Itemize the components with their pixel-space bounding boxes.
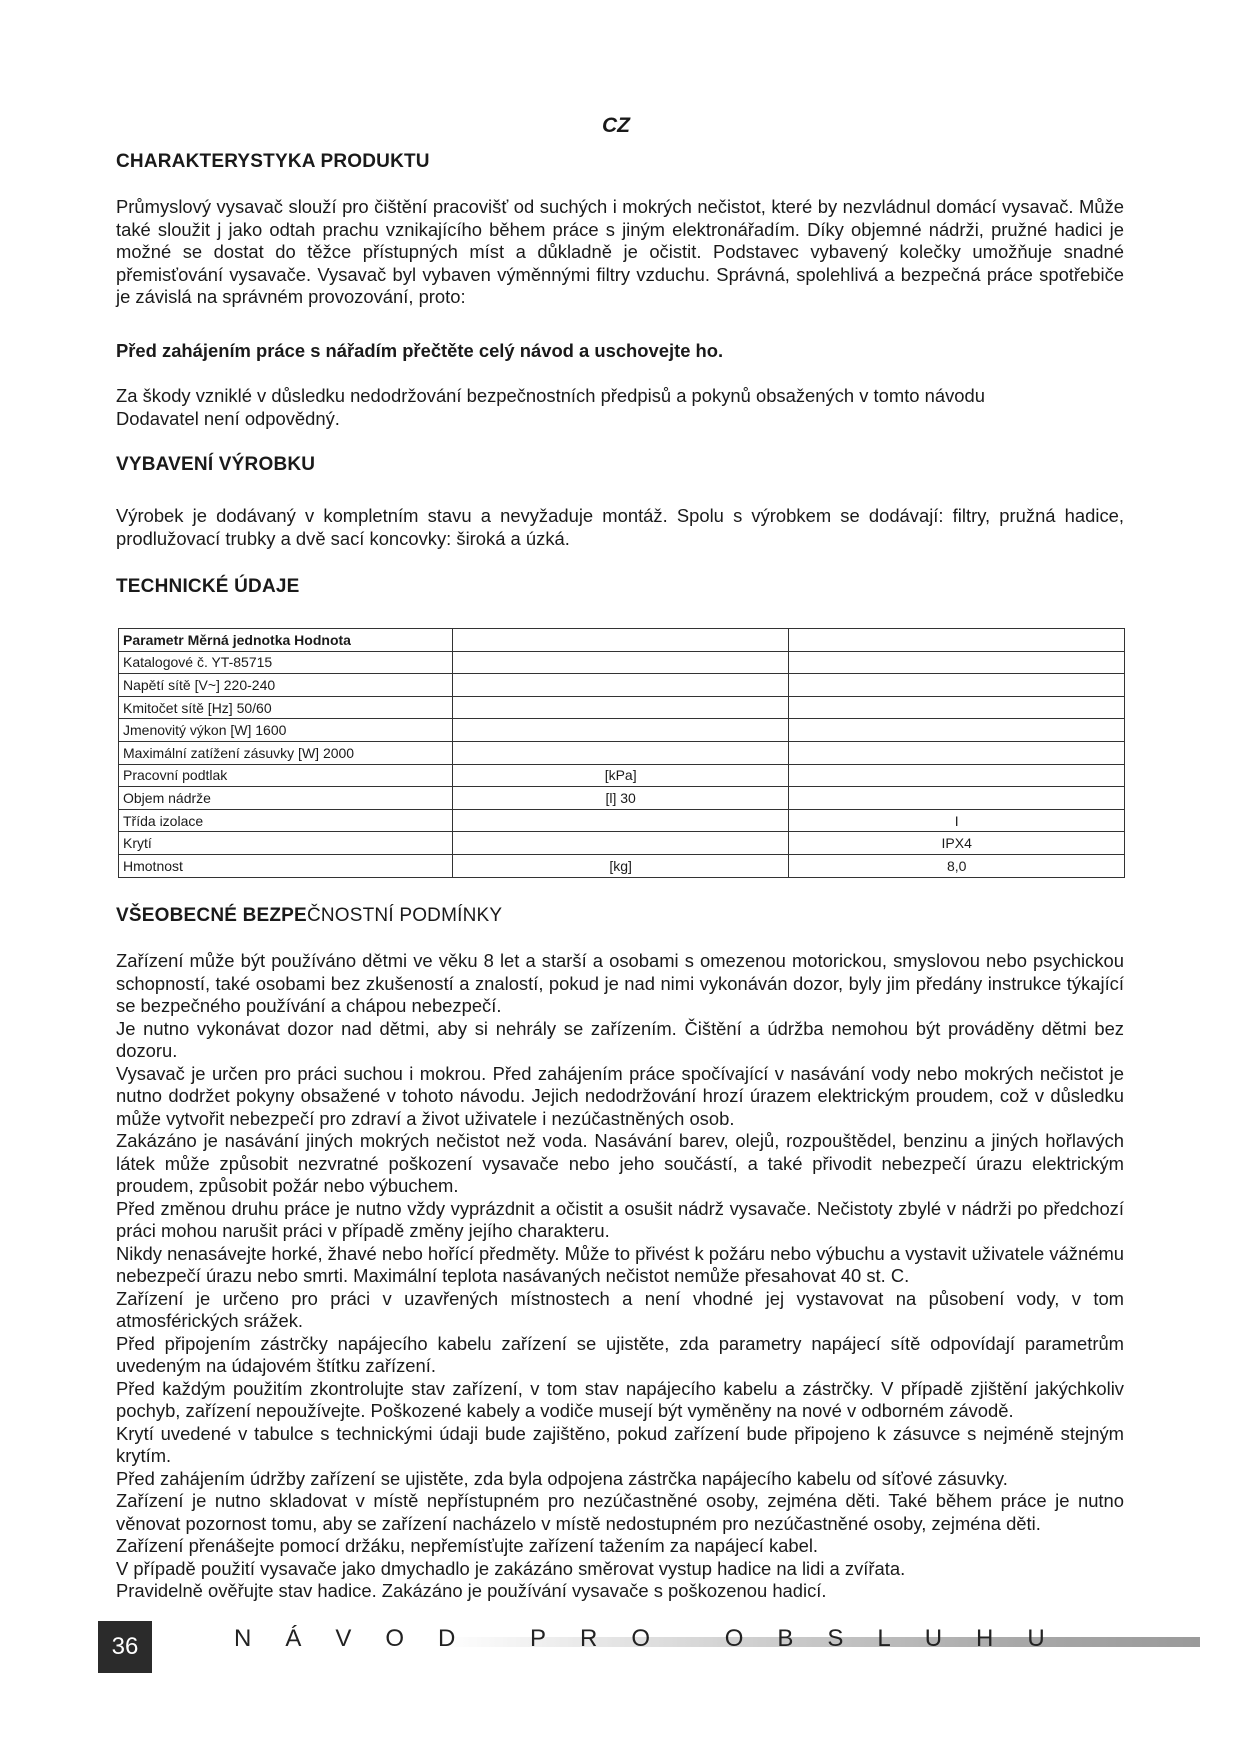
table-cell: IPX4 bbox=[789, 832, 1125, 855]
table-cell bbox=[789, 719, 1125, 742]
table-cell bbox=[789, 674, 1125, 697]
table-cell: I bbox=[789, 809, 1125, 832]
safety-paragraph: Nikdy nenasávejte horké, žhavé nebo hořící předměty. Může to přivést k požáru nebo výbuchu a vystavit uživatele vážnému nebezpečí úrazu nebo smrti. Maximální teplota nasávaných nečistot nemůže přesahovat 40 st. C. bbox=[116, 1242, 1124, 1286]
table-cell bbox=[789, 651, 1125, 674]
safety-paragraph: Před každým použitím zkontrolujte stav zařízení, v tom stav napájecího kabelu a zástrčky. V případě zjištění jakýchkoliv pochyb, zařízení nepoužívejte. Poškozené kabely a vodiče musejí být vyměněny na nové v odborném závodě. bbox=[116, 1377, 1124, 1421]
table-row bbox=[119, 809, 1125, 832]
table-cell: Katalogové č. YT-85715 bbox=[119, 651, 453, 674]
safety-paragraph: Před zahájením údržby zařízení se ujistěte, zda byla odpojena zástrčka napájecího kabelu od síťové zásuvky. bbox=[116, 1467, 1008, 1489]
equipment-paragraph: Výrobek je dodávaný v kompletním stavu a nevyžaduje montáž. Spolu s výrobkem se dodávají: filtry, pružná hadice, prodlužovací trubky a dvě sací koncovky: široká a úzká. bbox=[116, 505, 1124, 549]
table-row bbox=[119, 719, 1125, 742]
safety-paragraph: Zařízení přenášejte pomocí držáku, nepřemísťujte zařízení tažením za napájecí kabel. bbox=[116, 1535, 819, 1556]
safety-paragraph: Je nutno vykonávat dozor nad dětmi, aby si nehrály se zařízením. Čištění a údržba nemohou být prováděny dětmi bez dozoru. bbox=[116, 1017, 1124, 1061]
safety-paragraph: Před připojením zástrčky napájecího kabelu zařízení se ujistěte, zda parametry napájecí sítě odpovídají parametrům uvedeným na údajovém štítku zařízení. bbox=[116, 1332, 1124, 1376]
heading-technical: TECHNICKÉ ÚDAJE bbox=[116, 576, 300, 597]
table-cell bbox=[452, 832, 789, 855]
safety-paragraph: V případě použití vysavače jako dmychadlo je zakázáno směrovat vystup hadice na lidi a zvířata. bbox=[116, 1557, 906, 1579]
table-cell: 8,0 bbox=[789, 854, 1125, 877]
heading-safety-rest: ČNOSTNÍ PODMÍNKY bbox=[306, 905, 503, 926]
liability-text bbox=[116, 385, 1124, 430]
heading-equipment: VYBAVENÍ VÝROBKU bbox=[116, 454, 316, 475]
language-code: CZ bbox=[602, 114, 630, 137]
table-row bbox=[119, 832, 1125, 855]
safety-paragraph: Pravidelně ověřujte stav hadice. Zakázáno je používání vysavače s poškozenou hadicí. bbox=[116, 1580, 827, 1601]
table-cell: Objem nádrže bbox=[119, 787, 453, 810]
safety-paragraph: Zakázáno je nasávání jiných mokrých nečistot než voda. Nasávání barev, olejů, rozpouštědel, benzinu a jiných hořlavých látek může způsobit nezvratné poškození vysavače nebo jeho součástí, a také přivodit nebezpečí úrazu elektrickým proudem, způsobit požár nebo výbuchem. bbox=[116, 1130, 1124, 1196]
safety-paragraph: Před změnou druhu práce je nutno vždy vyprázdnit a očistit a osušit nádrž vysavače. Nečistoty zbylé v nádrži po předchozí práci mohou narušit práci v případě změny jejího charakteru. bbox=[116, 1197, 1124, 1241]
heading-product: CHARAKTERYSTYKA PRODUKTU bbox=[116, 151, 430, 172]
table-cell: Maximální zatížení zásuvky [W] 2000 bbox=[119, 741, 453, 764]
table-cell bbox=[452, 651, 789, 674]
safety-paragraph: Zařízení je určeno pro práci v uzavřených místnostech a není vhodné jej vystavovat na působení vody, v tom atmosférických srážek. bbox=[116, 1287, 1124, 1331]
table-row bbox=[119, 696, 1125, 719]
table-cell bbox=[452, 719, 789, 742]
table-cell bbox=[452, 629, 789, 652]
safety-paragraph: Zařízení může být používáno dětmi ve věku 8 let a starší a osobami s omezenou motorickou, smyslovou nebo psychickou schopností, také osobami bez zkušeností a znalostí, pokud je nad nimi vykonáván dozor, byly jim předány instrukce týkající se bezpečného používání a chápou nebezpečí. bbox=[116, 950, 1124, 1016]
table-cell: Hmotnost bbox=[119, 854, 453, 877]
table-cell bbox=[789, 696, 1125, 719]
table-cell bbox=[789, 764, 1125, 787]
table-row bbox=[119, 674, 1125, 697]
table-row bbox=[119, 854, 1125, 877]
table-cell bbox=[789, 629, 1125, 652]
table-cell: Kmitočet sítě [Hz] 50/60 bbox=[119, 696, 453, 719]
table-cell: [l] 30 bbox=[452, 787, 789, 810]
table-cell bbox=[789, 787, 1125, 810]
product-paragraph: Průmyslový vysavač slouží pro čištění pracovišť od suchých i mokrých nečistot, které by nezvládnul domácí vysavač. Může také sloužit j jako odtah prachu vznikajícího během práce s jiným elektronářadím. Díky objemné nádrži, pružné hadici je možné se dostat do těžce přístupných míst a důkladně je očistit. Podstavec vybavený kolečky umožňuje snadné přemisťování vysavače. Vysavač byl vybaven výměnnými filtry vzduchu. Správná, spolehlivá a bezpečná práce spotřebiče je závislá na správném provozování, proto: bbox=[116, 196, 1124, 307]
table-cell: Pracovní podtlak bbox=[119, 764, 453, 787]
footer-title: NÁVOD PRO OBSLUHU bbox=[234, 1625, 1079, 1652]
table-cell bbox=[452, 741, 789, 764]
table-cell: Třída izolace bbox=[119, 809, 453, 832]
safety-paragraph: Vysavač je určen pro práci suchou i mokrou. Před zahájením práce spočívající v nasávání vody nebo mokrých nečistot je nutno dodržet pokyny obsažené v tohoto návodu. Jejich nedodržování hrozí úrazem elektrickým proudem, což v důsledku může vytvořit nebezpečí pro zdraví a život uživatele i nezúčastněných osob. bbox=[116, 1062, 1124, 1129]
table-cell: Napětí sítě [V~] 220-240 bbox=[119, 674, 453, 697]
safety-paragraph: Krytí uvedené v tabulce s technickými údaji bude zajištěno, pokud zařízení bude připojeno k zásuvce s nejméně stejným krytím. bbox=[116, 1422, 1124, 1466]
table-cell bbox=[452, 674, 789, 697]
safety-text bbox=[116, 950, 1124, 1603]
table-cell bbox=[789, 741, 1125, 764]
heading-safety-bold: VŠEOBECNÉ BEZPE bbox=[116, 905, 307, 926]
table-cell: Krytí bbox=[119, 832, 453, 855]
table-row bbox=[119, 651, 1125, 674]
table-row bbox=[119, 741, 1125, 764]
table-cell bbox=[452, 809, 789, 832]
table-row bbox=[119, 787, 1125, 810]
liability-line-1: Za škody vzniklé v důsledku nedodržování bezpečnostních předpisů a pokynů obsažených v tomto návodu bbox=[116, 385, 985, 406]
table-cell: Parametr Měrná jednotka Hodnota bbox=[119, 629, 453, 652]
safety-paragraph: Zařízení je nutno skladovat v místě nepřístupném pro nezúčastněné osoby, zejména děti. Také během práce je nutno věnovat pozornost tomu, aby se zařízení nacházelo v místě nedostupném pro nezúčastněné osoby, zejména děti. bbox=[116, 1490, 1124, 1534]
table-cell: [kPa] bbox=[452, 764, 789, 787]
table-cell: Jmenovitý výkon [W] 1600 bbox=[119, 719, 453, 742]
heading-safety bbox=[116, 905, 502, 927]
warning-read-manual: Před zahájením práce s nářadím přečtěte celý návod a uschovejte ho. bbox=[116, 340, 724, 361]
technical-data-table bbox=[118, 628, 1125, 878]
table-cell bbox=[452, 696, 789, 719]
table-row bbox=[119, 764, 1125, 787]
table-cell: [kg] bbox=[452, 854, 789, 877]
table-header-row bbox=[119, 629, 1125, 652]
page-number: 36 bbox=[98, 1621, 152, 1673]
liability-line-2: Dodavatel není odpovědný. bbox=[116, 407, 340, 429]
